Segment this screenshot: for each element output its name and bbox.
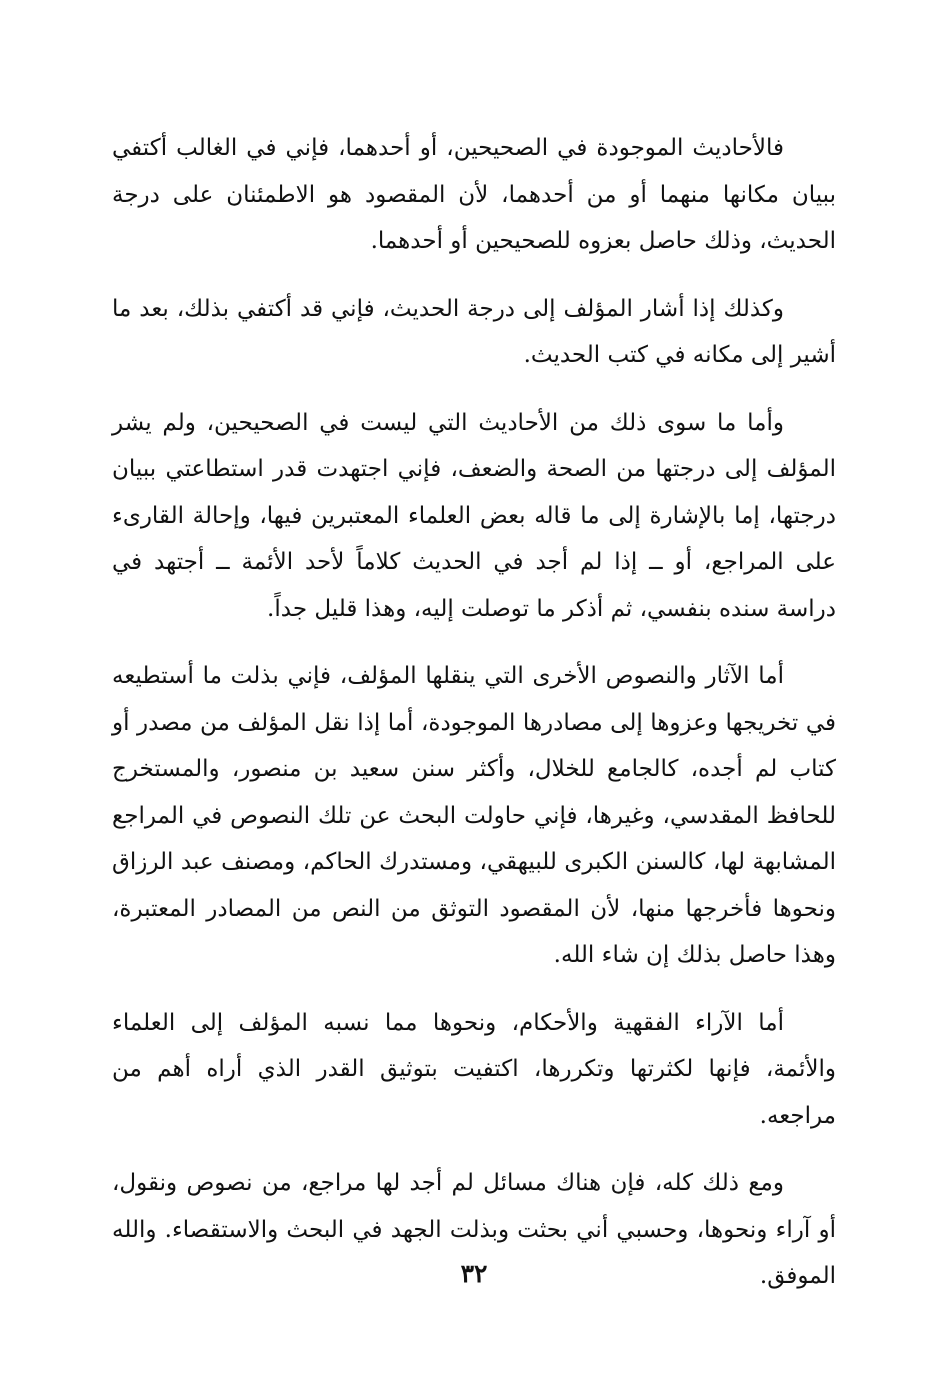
- paragraph-closing: ومع ذلك كله، فإن هناك مسائل لم أجد لها مراجع، من نصوص ونقول، أو آراء ونحوها، وحسبي أني بحثت وبذلت الجهد في البحث والاستقصاء. والله الموفق.: [112, 1170, 836, 1289]
- paragraph-other-hadith: وأما ما سوى ذلك من الأحاديث التي ليست في الصحيحين، ولم يشر المؤلف إلى درجتها من الصحة والضعف، فإني اجتهدت قدر استطاعتي ببيان درجتها، إما بالإشارة إلى ما قاله بعض العلماء المعتبرين فيها، وإحالة القارىء على المراجع، أو ــ إذا لم أجد في الحديث كلاماً لأحد الأئمة ــ أجتهد في دراسة سنده بنفسي، ثم أذكر ما توصلت إليه، وهذا قليل جداً.: [112, 409, 836, 622]
- paragraph-sahihayn-hadith: فالأحاديث الموجودة في الصحيحين، أو أحدهما، فإني في الغالب أكتفي ببيان مكانها منهما أو من أحدهما، لأن المقصود هو الاطمئنان على درجة الحديث، وذلك حاصل بعزوه للصحيحين أو أحدهما.: [112, 135, 836, 254]
- page-number: ٣٢: [460, 1259, 488, 1288]
- body-text: [112, 125, 836, 1300]
- paragraph-fiqh-opinions: أما الآراء الفقهية والأحكام، ونحوها مما نسبه المؤلف إلى العلماء والأئمة، فإنها لكثرتها وتكررها، اكتفيت بتوثيق القدر الذي أراه أهم من مراجعه.: [112, 1009, 836, 1129]
- paragraph-author-grading: وكذلك إذا أشار المؤلف إلى درجة الحديث، فإني قد أكتفي بذلك، بعد ما أشير إلى مكانه في كتب الحديث.: [112, 295, 836, 368]
- paragraph-athar-texts: أما الآثار والنصوص الأخرى التي ينقلها المؤلف، فإني بذلت ما أستطيعه في تخريجها وعزوها إلى مصادرها الموجودة، أما إذا نقل المؤلف من مصدر أو كتاب لم أجده، كالجامع للخلال، وأكثر سنن سعيد بن منصور، والمستخرج للحافظ المقدسي، وغيرها، فإني حاولت البحث عن تلك النصوص في المراجع المشابهة لها، كالسنن الكبرى للبيهقي، ومستدرك الحاكم، ومصنف عبد الرزاق ونحوها فأخرجها منها، لأن المقصود التوثق من النص من المصادر المعتبرة، وهذا حاصل بذلك إن شاء الله.: [112, 663, 836, 968]
